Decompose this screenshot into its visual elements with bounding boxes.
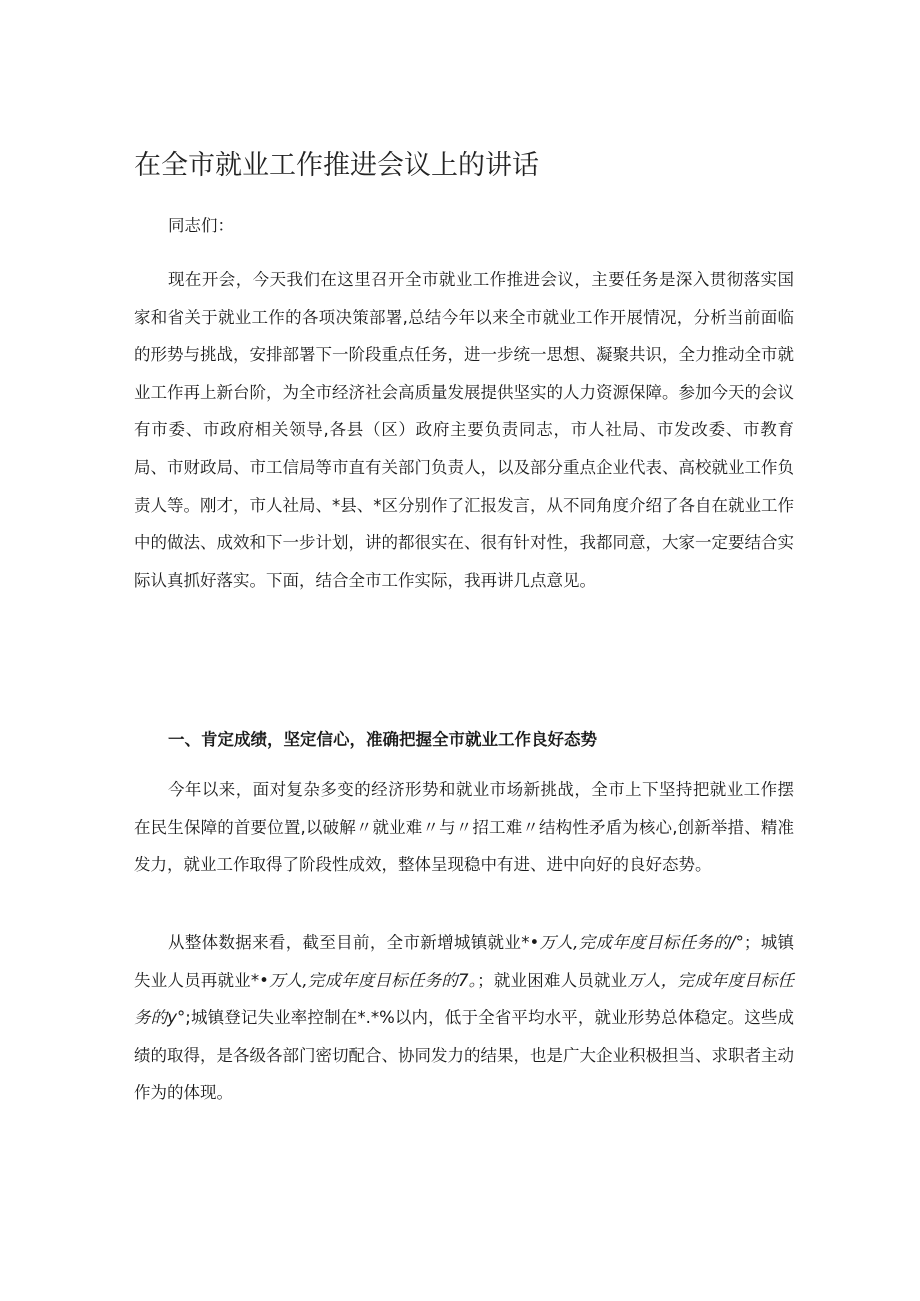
stats-text-2: ；城镇失业人员再就业	[134, 933, 795, 990]
stats-figure-difficult-groups: 万人，完成年度目标任务的y	[134, 970, 795, 1028]
stats-text-3: ；就业困难人员就业	[477, 970, 628, 990]
stats-text-1: 从整体数据来看，截至目前，全市新增城镇就业	[168, 933, 522, 952]
document-title: 在全市就业工作推进会议上的讲话	[134, 150, 539, 181]
salutation: 同志们：	[168, 216, 234, 235]
paragraph-statistics	[134, 924, 794, 1112]
stats-text-4: °;城镇登记失业率控制在*.*%以内，低于全省平均水平，就业形势总体稳定。这些成绩的取得，是各级各部门密切配合、协同发力的结果，也是广大企业积极担当、求职者主动作为的体现。	[134, 1008, 795, 1103]
section-heading-1: 一、肯定成绩，坚定信心，准确把握全市就业工作良好态势	[168, 730, 597, 749]
stats-figure-reemployment: *•万人,完成年度目标任务的7。	[250, 970, 478, 990]
stats-figure-new-employment: *•万人,完成年度目标任务的/°	[521, 933, 744, 952]
paragraph-achievements-intro: 今年以来，面对复杂多变的经济形势和就业市场新挑战，全市上下坚持把就业工作摆在民生保障的首要位置,以破解〃就业难〃与〃招工难〃结构性矛盾为核心,创新举措、精准发力，就业工作取得了阶段性成效，整体呈现稳中有进、进中向好的良好态势。	[134, 780, 794, 875]
paragraph-opening: 现在开会，今天我们在这里召开全市就业工作推进会议，主要任务是深入贯彻落实国家和省关于就业工作的各项决策部署,总结今年以来全市就业工作开展情况，分析当前面临的形势与挑战，安排部署下一阶段重点任务，进一步统一思想、凝聚共识，全力推动全市就业工作再上新台阶，为全市经济社会高质量发展提供坚实的人力资源保障。参加今天的会议有市委、市政府相关领导,各县（区）政府主要负责同志，市人社局、市发改委、市教育局、市财政局、市工信局等市直有关部门负责人，以及部分重点企业代表、高校就业工作负责人等。刚才，市人社局、*县、*区分别作了汇报发言，从不同角度介绍了各自在就业工作中的做法、成效和下一步计划，讲的都很实在、很有针对性，我都同意，大家一定要结合实际认真抓好落实。下面，结合全市工作实际，我再讲几点意见。	[134, 270, 794, 590]
